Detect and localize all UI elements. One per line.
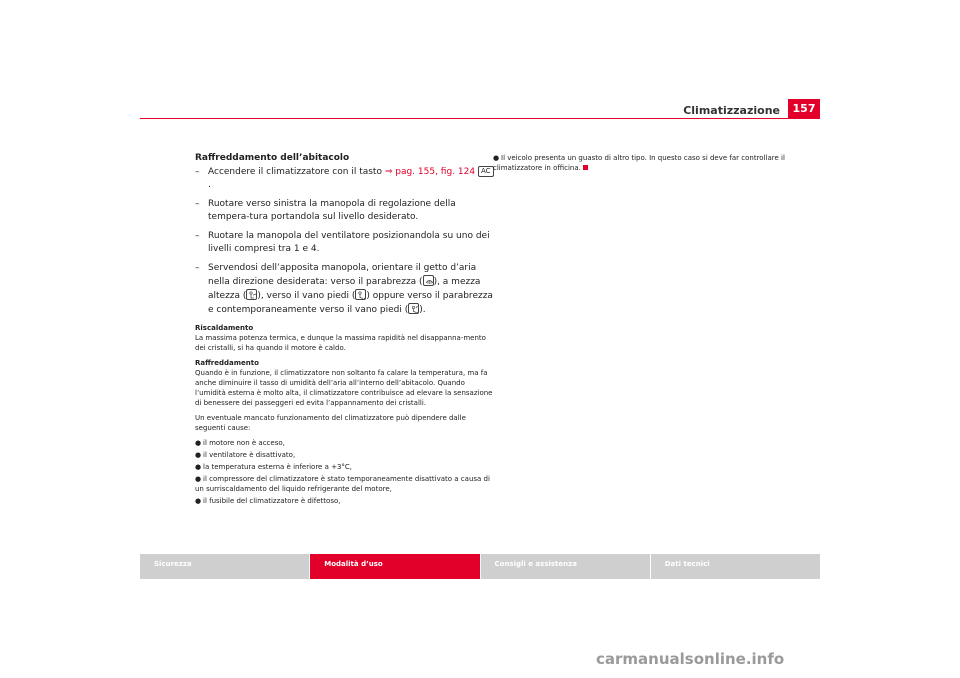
ac-key-label: AC — [478, 166, 494, 177]
list-item: ● la temperatura esterna è inferiore a +3°C, — [195, 463, 353, 471]
list-item: ● il motore non è acceso, — [195, 439, 285, 447]
face-vent-icon — [246, 289, 257, 300]
footer-tab-consigli-assistenza[interactable]: Consigli e assistenza — [480, 554, 650, 579]
watermark: carmanualsonline.info — [596, 650, 785, 668]
windshield-footwell-icon — [408, 303, 419, 314]
footer-nav — [140, 554, 820, 579]
step-4-text-c: ), verso il vano piedi ( — [257, 291, 356, 301]
causes-list-continued — [493, 153, 793, 173]
section-end-marker — [583, 165, 588, 170]
header-divider — [140, 118, 820, 119]
page-header-title: Climatizzazione — [683, 104, 780, 117]
step-3-text: Ruotare la manopola del ventilatore posizionandola su uno dei livelli compresi tra 1 e 4. — [208, 231, 490, 254]
footer-tab-modalita-uso[interactable]: Modalità d’uso — [309, 554, 479, 579]
notes-block — [195, 323, 495, 506]
step-4: – Servendosi dell’apposita manopola, orientare il getto d’aria nella direzione desiderata: verso il parabrezza ( ), a mezza altezza ( ), verso il vano piedi ( ) oppure verso il parabrezza e contemporaneamente verso il vano piedi ( ). — [195, 263, 493, 315]
step-1-text: Accendere il climatizzatore con il tasto — [208, 167, 382, 177]
page-reference-link[interactable]: ⇒ pag. 155, fig. 124 — [384, 167, 476, 177]
malfunction-text: Un eventuale mancato funzionamento del climatizzatore può dipendere dalle seguenti cause: — [195, 414, 466, 432]
windshield-icon — [423, 275, 434, 286]
footer-tab-dati-tecnici[interactable]: Dati tecnici — [650, 554, 820, 579]
step-4-text-e: ). — [419, 305, 426, 315]
page-number: 157 — [788, 99, 820, 118]
step-3: – Ruotare la manopola del ventilatore posizionandola su uno dei livelli compresi tra 1 e 4. — [195, 231, 490, 254]
step-4-text-b: ), a mezza altezza ( — [208, 277, 481, 301]
list-item: ● il ventilatore è disattivato, — [195, 451, 296, 459]
cooling-note-text: Quando è in funzione, il climatizzatore non soltanto fa calare la temperatura, ma fa anche diminuire il tasso di umidità dell’aria all’interno dell’abitacolo. Quando l’umidità esterna è molto alta, il climatizzatore contribuisce ad elevare la sensazione di benessere dei passeggeri ed evita l’appannamento dei cristalli. — [195, 369, 493, 407]
cooling-note-title: Raffreddamento — [195, 359, 259, 367]
list-item: ● il compressore del climatizzatore è stato temporaneamente disattivato a causa di un surriscaldamento del liquido refrigerante del motore, — [195, 475, 490, 493]
right-column — [493, 153, 793, 175]
cooling-section-title: Raffreddamento dell’abitacolo — [195, 153, 350, 163]
step-4-text-d: ) oppure verso il parabrezza e contemporaneamente verso il vano piedi ( — [208, 291, 493, 315]
step-4-text-a: Servendosi dell’apposita manopola, orientare il getto d’aria nella direzione desiderata: verso il parabrezza ( — [208, 263, 477, 287]
footer-tab-sicurezza[interactable]: Sicurezza — [140, 554, 309, 579]
left-column — [195, 153, 495, 508]
step-2-text: Ruotare verso sinistra la manopola di regolazione della tempera-tura portandola sul livello desiderato. — [208, 199, 456, 222]
heating-title: Riscaldamento — [195, 324, 254, 332]
causes-list — [195, 438, 495, 506]
heating-text: La massima potenza termica, e dunque la massima rapidità nel disappanna-mento dei cristalli, si ha quando il motore è caldo. — [195, 334, 486, 352]
footwell-icon — [355, 289, 366, 300]
step-1: – Accendere il climatizzatore con il tasto ⇒ pag. 155, fig. 124 AC. — [195, 166, 495, 192]
list-item: ● Il veicolo presenta un guasto di altro tipo. In questo caso si deve far controllare il climatizzatore in officina. — [493, 154, 785, 172]
step-2: – Ruotare verso sinistra la manopola di regolazione della tempera-tura portandola sul livello desiderato. — [195, 199, 456, 222]
list-item: ● il fusibile del climatizzatore è difettoso, — [195, 497, 341, 505]
